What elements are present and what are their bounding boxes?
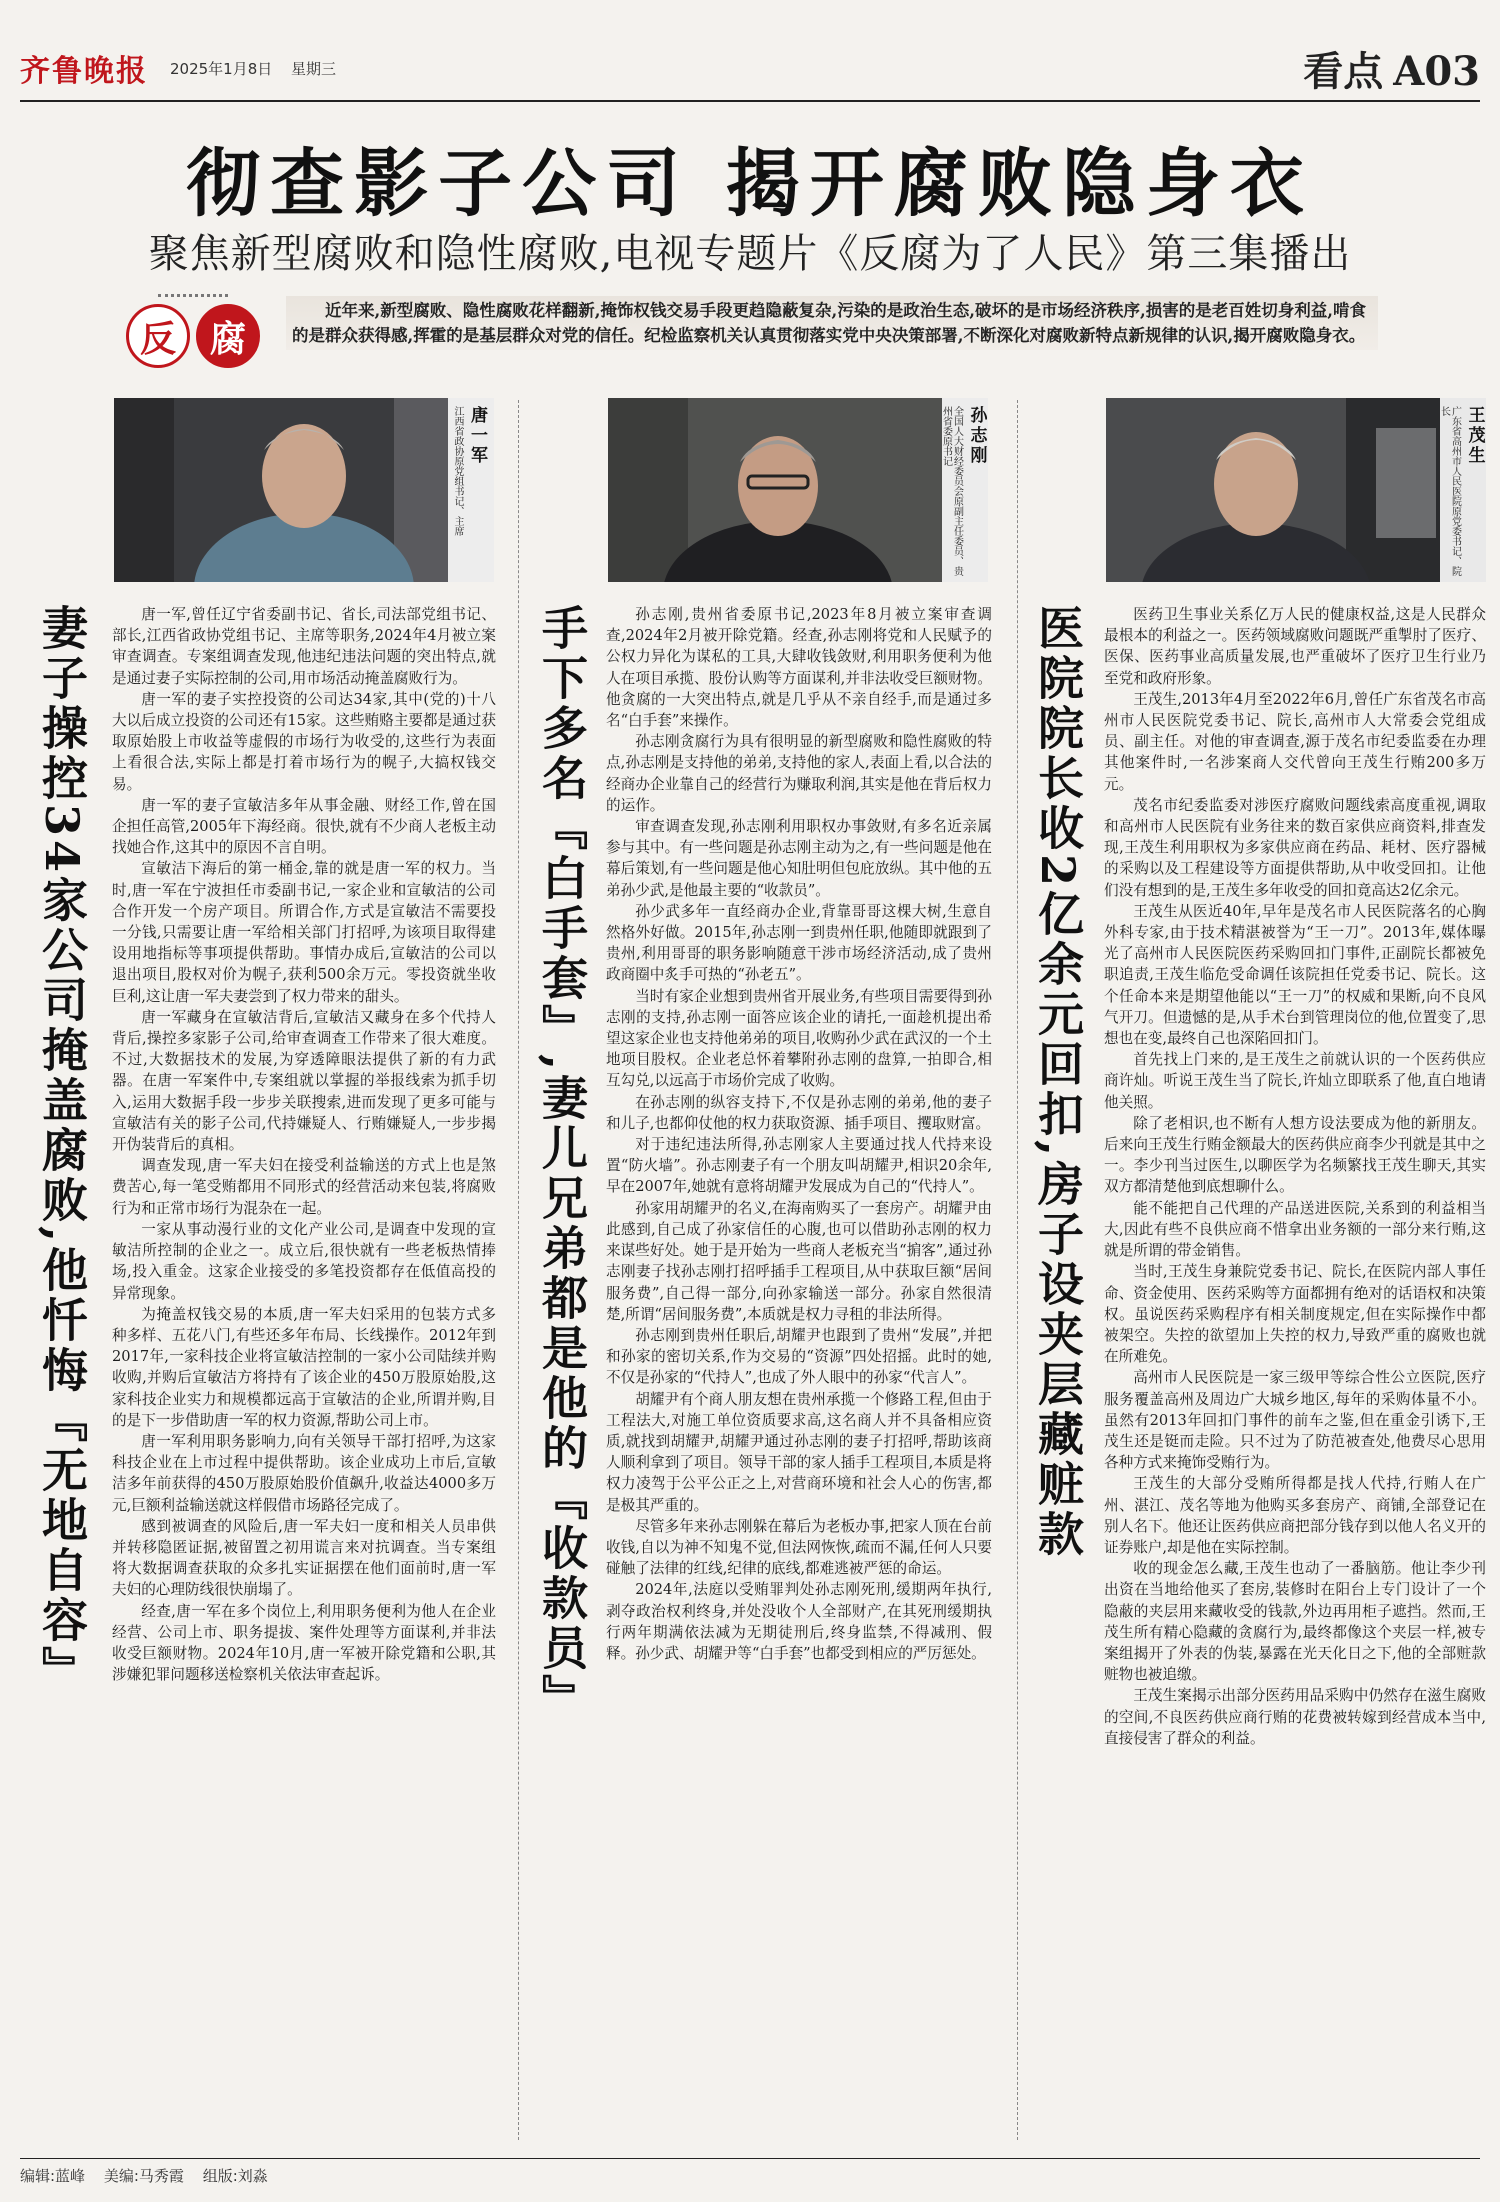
story-paragraph: 审查调查发现,孙志刚利用职权办事敛财,有多名近亲属参与其中。有一些问题是孙志刚主动为之,有一些问题是他在幕后策划,有一些问题是他心知肚明但包庇放纵。其中他的五弟孙少武,是他最主要的“收款员”。	[606, 818, 992, 899]
story-paragraph: 唐一军,曾任辽宁省委副书记、省长,司法部党组书记、部长,江西省政协党组书记、主席等职务,2024年4月被立案审查调查。专案组调查发现,他违纪违法问题的突出特点,就是通过妻子实际控制的公司,用市场活动掩盖腐败行为。	[112, 606, 496, 687]
logo-char-fan: 反	[126, 304, 190, 368]
story-paragraph: 茂名市纪委监委对涉医疗腐败问题线索高度重视,调取和高州市人民医院有业务往来的数百家供应商资料,排查发现,王茂生利用职权为多家供应商在药品、耗材、医疗器械的采购以及工程建设等方面提供帮助,从中收受回扣。让他们没有想到的是,王茂生多年收受的回扣竟高达2亿余元。	[1104, 796, 1486, 899]
anti-corruption-logo	[118, 294, 268, 372]
story-heading: 手下多名『白手套』,妻儿兄弟都是他的『收款员』	[535, 604, 589, 1725]
story-paragraph: 孙志刚到贵州任职后,胡耀尹也跟到了贵州“发展”,并把和孙家的密切关系,作为交易的“资源”四处招摇。此时的她,不仅是孙家的“代持人”,也成了外人眼中的孙家“代言人”。	[606, 1326, 992, 1387]
story-paragraph: 唐一军利用职务影响力,向有关领导干部打招呼,为这家科技企业在上市过程中提供帮助。该企业成功上市后,宣敏洁多年前获得的450万股原始股价值飙升,收益达4000多万元,巨额利益输送就这样假借市场路径完成了。	[112, 1432, 496, 1514]
photo-sun-zhigang	[608, 398, 988, 582]
story-paragraph: 宣敏洁下海后的第一桶金,靠的就是唐一军的权力。当时,唐一军在宁波担任市委副书记,一家企业和宣敏洁的公司合作开发一个房产项目。所谓合作,方式是宣敏洁不需要投一分钱,只需要让唐一军给相关部门打招呼,为该项目取得建设用地指标等事项提供帮助。事情办成后,宣敏洁的公司以退出项目,股权对价为幌子,获利500余万元。零投资就坐收巨利,这让唐一军夫妻尝到了权力带来的甜头。	[112, 860, 496, 1005]
person-title: 江西省政协原党组书记、主席	[452, 406, 463, 536]
photo-caption	[1440, 398, 1486, 582]
portrait-image	[114, 398, 494, 582]
story-paragraph: 一家从事动漫行业的文化产业公司,是调查中发现的宣敏洁所控制的企业之一。成立后,很快就有一些老板热情捧场,投入重金。这家企业接受的多笔投资都存在低值高投的异常现象。	[112, 1220, 496, 1302]
photo-caption	[942, 398, 988, 582]
story-paragraph: 医药卫生事业关系亿万人民的健康权益,这是人民群众最根本的利益之一。医药领域腐败问题既严重掣肘了医疗、医保、医药事业高质量发展,也严重破坏了医疗卫生行业乃至党和政府形象。	[1104, 606, 1486, 687]
page-number: A03	[1393, 48, 1480, 95]
story-paragraph: 王茂生案揭示出部分医药用品采购中仍然存在滋生腐败的空间,不良医药供应商行贿的花费被转嫁到经营成本当中,直接侵害了群众的利益。	[1104, 1687, 1486, 1747]
story-paragraph: 能不能把自己代理的产品送进医院,关系到的利益相当大,因此有些不良供应商不惜拿出业务额的一部分来行贿,这就是所谓的带金销售。	[1104, 1199, 1486, 1260]
story-paragraph: 调查发现,唐一军夫妇在接受利益输送的方式上也是煞费苦心,每一笔受贿都用不同形式的经营活动来包装,将腐败行为和正常市场行为混杂在一起。	[112, 1157, 496, 1217]
story-paragraph: 对于违纪违法所得,孙志刚家人主要通过找人代持来设置“防火墙”。孙志刚妻子有一个朋友叫胡耀尹,相识20余年,早在2007年,她就有意将胡耀尹发展成为自己的“代持人”。	[606, 1136, 992, 1196]
portrait-image	[1106, 398, 1486, 582]
column-divider	[1017, 400, 1018, 2140]
story-body	[606, 604, 992, 2144]
story-paragraph: 经查,唐一军在多个岗位上,利用职务便利为他人在企业经营、公司上市、职务提拔、案件处理等方面谋利,并非法收受巨额财物。2024年10月,唐一军被开除党籍和公职,其涉嫌犯罪问题移送检察机关依法审查起诉。	[112, 1602, 496, 1684]
newspaper-logo: 齐鲁晚报	[20, 54, 148, 89]
story-paragraph: 唐一军的妻子实控投资的公司达34家,其中(党的)十八大以后成立投资的公司还有15家。这些贿赂主要都是通过获取原始股上市收益等虚假的市场行为收受的,这些行为表面上看很合法,实际上都是打着市场行为的幌子,大搞权钱交易。	[112, 690, 496, 793]
person-name: 孙志刚	[966, 406, 987, 466]
story-paragraph: 尽管多年来孙志刚躲在幕后为老板办事,把家人顶在台前收钱,自以为神不知鬼不觉,但法网恢恢,疏而不漏,任何人只要碰触了法律的红线,纪律的底线,都难逃被严惩的命运。	[606, 1517, 992, 1578]
story-paragraph: 2024年,法庭以受贿罪判处孙志刚死刑,缓期两年执行,剥夺政治权利终身,并处没收个人全部财产,在其死刑缓期执行两年期满依法减为无期徒刑后,终身监禁,不得减刑、假释。孙少武、胡耀尹等“白手套”也都受到相应的严厉惩处。	[606, 1581, 992, 1662]
story-paragraph: 孙少武多年一直经商办企业,背靠哥哥这棵大树,生意自然格外好做。2015年,孙志刚一到贵州任职,他随即就跟到了贵州,利用哥哥的职务影响随意干涉市场经济活动,成了贵州政商圈中炙手可热的“孙老五”。	[606, 902, 992, 984]
story-paragraph: 唐一军藏身在宣敏洁背后,宣敏洁又藏身在多个代持人背后,操控多家影子公司,给审查调查工作带来了很大难度。不过,大数据技术的发展,为穿透障眼法提供了新的有力武器。在唐一军案件中,专案组就以掌握的举报线索为抓手切入,运用大数据手段一步步关联搜索,进而发现了更多可能与宣敏洁有关的影子公司,代持嫌疑人、行贿嫌疑人,一步步揭开伪装背后的真相。	[112, 1008, 496, 1154]
column-divider	[518, 400, 519, 2140]
story-paragraph: 孙志刚,贵州省委原书记,2023年8月被立案审查调查,2024年2月被开除党籍。经查,孙志刚将党和人民赋予的公权力异化为谋私的工具,大肆收钱敛财,利用职务便利为他人在项目承揽、股份认购等方面谋利,并非法收受巨额财物。他贪腐的一大突出特点,就是几乎从不亲自经手,而是通过多名“白手套”来操作。	[606, 606, 992, 730]
editor-credit: 编辑:蓝峰	[20, 2167, 86, 2185]
story-body	[112, 604, 496, 2144]
story-heading: 医院院长收2亿余元回扣,房子设夹层藏赃款	[1031, 604, 1085, 1561]
story-paragraph: 当时,王茂生身兼院党委书记、院长,在医院内部人事任命、资金使用、医药采购等方面都拥有绝对的话语权和决策权。虽说医药采购程序有相关制度规定,但在实际操作中都被架空。失控的欲望加上失控的权力,导致严重的腐败也就在所难免。	[1104, 1263, 1486, 1366]
portrait-image	[608, 398, 988, 582]
layout-credit: 组版:刘淼	[202, 2167, 268, 2185]
person-title: 全国人大财经委员会原副主任委员、贵州省委原书记	[940, 406, 963, 576]
dateline	[170, 58, 350, 79]
story-paragraph: 胡耀尹有个商人朋友想在贵州承揽一个修路工程,但由于工程法大,对施工单位资质要求高,这名商人并不具备相应资质,就找到胡耀尹,胡耀尹通过孙志刚的妻子打招呼,帮助该商人顺利拿到了项目。领导干部的家人插手工程项目,本质是将权力凌驾于公平公正之上,对营商环境和社会人心的伤害,都是极其严重的。	[606, 1390, 992, 1514]
story-heading: 妻子操控34家公司掩盖腐败,他忏悔『无地自容』	[35, 604, 89, 1697]
story-paragraph: 王茂生,2013年4月至2022年6月,曾任广东省茂名市高州市人民医院党委书记、院长,高州市人大常委会党组成员、副主任。对他的审查调查,源于茂名市纪委监委在办理其他案件时,一名涉案商人交代曾向王茂生行贿200多万元。	[1104, 690, 1486, 793]
masthead	[20, 40, 1480, 102]
story-paragraph: 孙志刚贪腐行为具有很明显的新型腐败和隐性腐败的特点,孙志刚是支持他的弟弟,支持他的家人,表面上看,以合法的经商办企业靠自己的经营行为赚取利润,其实是他在背后权力的运作。	[606, 733, 992, 814]
photo-wang-maosheng	[1106, 398, 1486, 582]
story-paragraph: 唐一军的妻子宣敏洁多年从事金融、财经工作,曾在国企担任高管,2005年下海经商。很快,就有不少商人老板主动找她合作,这其中的原因不言自明。	[112, 796, 496, 857]
section-name: 看点	[1303, 48, 1384, 95]
story-paragraph: 在孙志刚的纵容支持下,不仅是孙志刚的弟弟,他的妻子和儿子,也都仰仗他的权力获取资源、插手项目、攫取财富。	[606, 1093, 992, 1132]
story-paragraph: 高州市人民医院是一家三级甲等综合性公立医院,医疗服务覆盖高州及周边广大城乡地区,每年的采购体量不小。虽然有2013年回扣门事件的前车之鉴,但在重金引诱下,王茂生还是铤而走险。只不过为了防范被查处,他费尽心思用各种方式来掩饰受贿行为。	[1104, 1369, 1486, 1472]
subheadline: 聚焦新型腐败和隐性腐败,电视专题片《反腐为了人民》第三集播出	[148, 231, 1352, 277]
story-paragraph: 收的现金怎么藏,王茂生也动了一番脑筋。他让李少刊出资在当地给他买了套房,装修时在阳台上专门设计了一个隐蔽的夹层用来藏收受的钱款,外边再用柜子遮挡。然而,王茂生所有精心隐藏的贪腐行为,最终都像这个夹层一样,被专案组揭开了外表的伪装,暴露在光天化日之下,他的全部赃款赃物也被追缴。	[1104, 1560, 1486, 1684]
issue-date: 2025年1月8日	[170, 60, 273, 78]
story-paragraph: 为掩盖权钱交易的本质,唐一军夫妇采用的包装方式多种多样、五花八门,有些还多年布局、长线操作。2012年到2017年,一家科技企业将宣敏洁控制的一家小公司陆续并购收购,并购后宣敏洁方将持有了该企业的450万股原始股,这家科技企业实力和规模都远高于宣敏洁的企业,所谓并购,目的是下一步借助唐一军的权力资源,帮助公司上市。	[112, 1305, 496, 1429]
story-paragraph: 当时有家企业想到贵州省开展业务,有些项目需要得到孙志刚的支持,孙志刚一面答应该企业的请托,一面趁机提出希望这家企业也支持他弟弟的项目,收购孙少武在武汉的一个土地项目股权。企业老总怀着攀附孙志刚的盘算,一拍即合,相互勾兑,以远高于市场价完成了收购。	[606, 987, 992, 1090]
story-paragraph: 王茂生从医近40年,早年是茂名市人民医院落名的心胸外科专家,由于技术精湛被誉为“王一刀”。2013年,媒体曝光了高州市人民医院医药采购回扣门事件,正副院长都被免职追责,王茂生临危受命调任该院担任党委书记、院长。这个任命本来是期望他能以“王一刀”的权威和果断,向不良风气开刀。但遗憾的是,从手术台到管理岗位的他,位置变了,思想也在变,最终自己也深陷回扣门。	[1104, 902, 1486, 1048]
person-name: 王茂生	[1464, 406, 1485, 466]
story-paragraph: 除了老相识,也不断有人想方设法要成为他的新朋友。后来向王茂生行贿金额最大的医药供应商李少刊就是其中之一。李少刊当过医生,以聊医学为名频繁找王茂生聊天,其实双方都清楚他到底想聊什么。	[1104, 1114, 1486, 1196]
logo-char-fu: 腐	[196, 304, 260, 368]
person-title: 广东省高州市人民医院原党委书记、院长	[1438, 406, 1461, 576]
intro-text: 近年来,新型腐败、隐性腐败花样翻新,掩饰权钱交易手段更趋隐蔽复杂,污染的是政治生态,破坏的是市场经济秩序,损害的是老百姓切身利益,啃食的是群众获得感,挥霍的是基层群众对党的信任。纪检监察机关认真贯彻落实党中央决策部署,不断深化对腐败新特点新规律的认识,揭开腐败隐身衣。	[286, 296, 1378, 350]
person-name: 唐一军	[467, 406, 487, 466]
story-paragraph: 首先找上门来的,是王茂生之前就认识的一个医药供应商许灿。听说王茂生当了院长,许灿立即联系了他,直白地请他关照。	[1104, 1051, 1486, 1111]
photo-caption	[448, 398, 494, 582]
story-paragraph: 孙家用胡耀尹的名义,在海南购买了一套房产。胡耀尹由此感到,自己成了孙家信任的心腹,也可以借助孙志刚的权力来谋些好处。她于是开始为一些商人老板充当“掮客”,通过孙志刚妻子找孙志刚打招呼插手工程项目,从中获取巨额“居间服务费”,自己得一部分,向孙家输送一部分。孙家自然很清楚,所谓“居间服务费”,本质就是权力寻租的非法所得。	[606, 1199, 992, 1323]
intro-box	[118, 294, 1378, 372]
headline: 彻查影子公司 揭开腐败隐身衣	[186, 141, 1314, 227]
art-editor-credit: 美编:马秀霞	[103, 2167, 184, 2185]
issue-weekday: 星期三	[291, 60, 337, 78]
story-body	[1104, 604, 1486, 2144]
section-label	[1303, 40, 1480, 97]
photo-tang-yijun	[114, 398, 494, 582]
story-paragraph: 王茂生的大部分受贿所得都是找人代持,行贿人在广州、湛江、茂名等地为他购买多套房产、商铺,全部登记在别人名下。他还让医药供应商把部分钱存到以他人名义开的证券账户,却是他在实际控制。	[1104, 1475, 1486, 1556]
story-paragraph: 感到被调查的风险后,唐一军夫妇一度和相关人员串供并转移隐匿证据,被留置之初用谎言来对抗调查。当专案组将大数据调查获取的众多扎实证据摆在他们面前时,唐一军夫妇的心理防线很快崩塌了。	[112, 1517, 496, 1599]
footer-credits	[20, 2158, 1480, 2186]
